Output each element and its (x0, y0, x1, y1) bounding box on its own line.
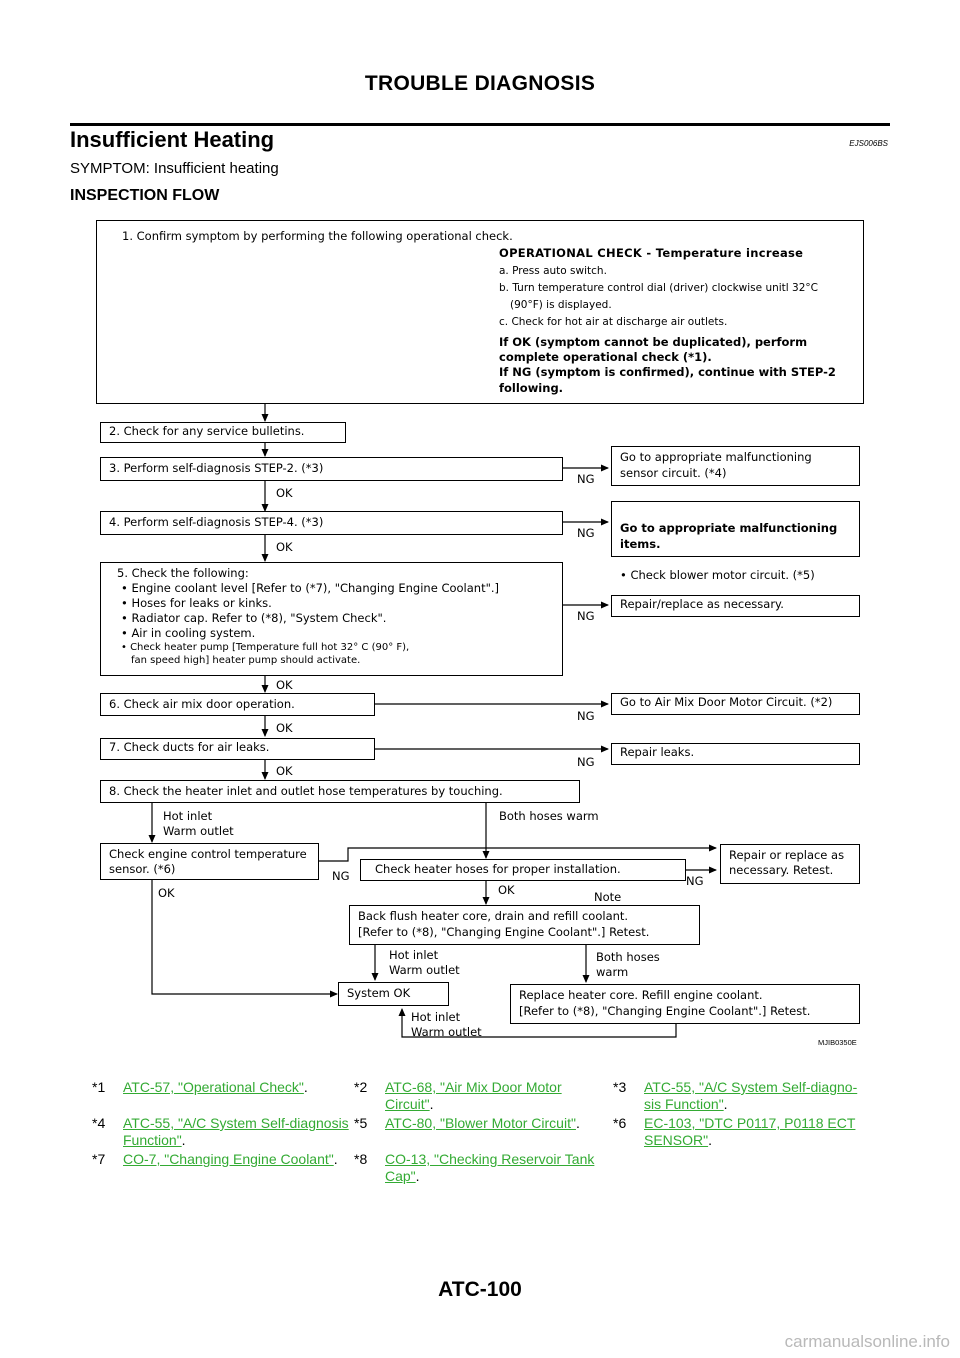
step3-box: 3. Perform self-diagnosis STEP-2. (*3) (100, 457, 563, 481)
ref-7-suffix: . (333, 1151, 338, 1167)
step5-item-heater-pump-cont: fan speed high] heater pump should activate. (131, 654, 361, 666)
ref-7-link[interactable]: CO-7, "Changing Engine Coolant" (123, 1151, 334, 1167)
step4-ng-box (611, 501, 860, 583)
step4-ng-title: Go to appropriate malfunctioning items. (620, 520, 838, 551)
note-label: Note (594, 890, 622, 904)
step3-ok-label: OK (276, 486, 293, 500)
watermark: carmanualsonline.info (784, 1332, 950, 1351)
ref-4-link[interactable]: ATC-55, "A/C System Self-diagnosis (123, 1115, 349, 1131)
ref-3-suffix: . (723, 1096, 728, 1112)
ref-1-num: *1 (92, 1079, 106, 1095)
step6-ng-box: Go to Air Mix Door Motor Circuit. (*2) (611, 693, 860, 715)
sensor-ok-label: OK (158, 886, 175, 900)
ref-2-num: *2 (354, 1079, 368, 1095)
step5-item-heater-pump: • Check heater pump [Temperature full hot 32° C (90° F), (121, 641, 410, 653)
ref-8-suffix: . (415, 1168, 420, 1184)
check-step-a: a. Press auto switch. (499, 265, 607, 277)
ref-2-link[interactable]: ATC-68, "Air Mix Door Motor Circuit" (385, 1079, 562, 1112)
system-ok-box: System OK (338, 982, 449, 1006)
ref-4-link-cont[interactable]: Function" (123, 1132, 182, 1148)
ref-8-num: *8 (354, 1151, 368, 1167)
inspection-flow-diagram (96, 220, 864, 1050)
hoses-ng-label: NG (686, 874, 704, 888)
step4-ng-label: NG (577, 526, 595, 540)
ref-2-suffix: . (429, 1096, 434, 1112)
step4-box: 4. Perform self-diagnosis STEP-4. (*3) (100, 511, 563, 535)
step5-item-radiator-cap: • Radiator cap. Refer to (*8), "System Check". (121, 610, 387, 625)
ref-5-suffix: . (575, 1115, 580, 1131)
step1-title: 1. Confirm symptom by performing the following operational check. (122, 229, 513, 243)
figure-id: MJIB0350E (818, 1038, 857, 1047)
ref-4-suffix: . (181, 1132, 186, 1148)
step7-ng-label: NG (577, 755, 595, 769)
ref-1-link[interactable]: ATC-57, "Operational Check" (123, 1079, 304, 1095)
replace-core-box: Replace heater core. Refill engine coolant. [Refer to (*8), "Changing Engine Coolant".] Retest. (510, 984, 860, 1024)
branch-both-warm-label: Both hoses warm (499, 809, 599, 823)
ref-6-num: *6 (613, 1115, 627, 1131)
step5-item-coolant: • Engine coolant level [Refer to (*7), "Changing Engine Coolant".] (121, 580, 500, 595)
ref-5-num: *5 (354, 1115, 368, 1131)
repair-replace-box: Repair or replace as necessary. Retest. (720, 844, 860, 884)
check-step-b-cont: (90°F) is displayed. (510, 299, 612, 311)
ref-6-suffix: . (708, 1132, 712, 1148)
ref-8-link-cont[interactable]: Cap" (385, 1168, 416, 1184)
ref-3-num: *3 (613, 1079, 627, 1095)
step5-ng-label: NG (577, 609, 595, 623)
hot-inlet-label-3: Hot inlet Warm outlet (411, 1010, 482, 1040)
step4-ng-item: • Check blower motor circuit. (*5) (620, 568, 815, 583)
ref-7-num: *7 (92, 1151, 106, 1167)
header-rule (70, 123, 890, 126)
step4-ok-label: OK (276, 540, 293, 554)
step6-box: 6. Check air mix door operation. (100, 693, 375, 716)
step5-item-air: • Air in cooling system. (121, 625, 256, 640)
ref-4-num: *4 (92, 1115, 106, 1131)
check-result-text: If OK (symptom cannot be duplicated), perform complete operational check (*1). If NG (symptom is confirmed), continue with STEP-2 following. (499, 335, 836, 395)
hoses-ok-label: OK (498, 883, 515, 897)
step6-ng-label: NG (577, 709, 595, 723)
branch-hot-inlet-label: Hot inlet Warm outlet (163, 809, 234, 839)
check-heater-hoses-box: Check heater hoses for proper installation. (360, 859, 686, 881)
operational-check-title: OPERATIONAL CHECK - Temperature increase (499, 246, 804, 260)
section-code: EJS006BS (849, 139, 888, 148)
step3-ng-box: Go to appropriate malfunctioning sensor circuit. (*4) (611, 446, 860, 486)
step5-ok-label: OK (276, 678, 293, 692)
ref-1-suffix: . (303, 1079, 308, 1095)
ref-6-link-cont[interactable]: SENSOR" (644, 1132, 709, 1148)
section-title: Insufficient Heating (70, 127, 275, 152)
ref-8-link[interactable]: CO-13, "Checking Reservoir Tank (385, 1151, 595, 1167)
sensor-ng-label: NG (332, 869, 350, 883)
ref-3-link-cont[interactable]: sis Function" (644, 1096, 724, 1112)
check-sensor-box: Check engine control temperature sensor. (*6) (100, 843, 319, 880)
step2-box: 2. Check for any service bulletins. (100, 422, 346, 443)
arrow-sensor-ok (152, 880, 337, 994)
page-header-title: TROUBLE DIAGNOSIS (364, 72, 596, 95)
step7-box: 7. Check ducts for air leaks. (100, 738, 375, 760)
step5-item-hoses: • Hoses for leaks or kinks. (121, 595, 272, 610)
page-number: ATC-100 (438, 1278, 522, 1301)
step7-ok-label: OK (276, 764, 293, 778)
check-step-b: b. Turn temperature control dial (driver) clockwise unitl 32°C (499, 282, 818, 294)
step5-ng-box: Repair/replace as necessary. (611, 595, 860, 617)
step6-ok-label: OK (276, 721, 293, 735)
step3-ng-label: NG (577, 472, 595, 486)
check-step-c: c. Check for hot air at discharge air outlets. (499, 316, 728, 328)
step1-box (96, 220, 864, 404)
ref-5-link[interactable]: ATC-80, "Blower Motor Circuit" (385, 1115, 576, 1131)
step7-ng-box: Repair leaks. (611, 743, 860, 765)
both-hoses-warm-label-2: Both hoses warm (596, 950, 660, 980)
inspection-flow-heading: INSPECTION FLOW (70, 187, 220, 204)
hot-inlet-label-2: Hot inlet Warm outlet (389, 948, 460, 978)
step8-box: 8. Check the heater inlet and outlet hose temperatures by touching. (100, 780, 580, 803)
ref-6-link[interactable]: EC-103, "DTC P0117, P0118 ECT (644, 1115, 856, 1131)
back-flush-box: Back flush heater core, drain and refill coolant. [Refer to (*8), "Changing Engine Coolant".] Retest. (349, 905, 700, 945)
symptom-line: SYMPTOM: Insufficient heating (70, 160, 279, 177)
step5-box (100, 562, 563, 676)
step5-title: 5. Check the following: (117, 566, 249, 580)
ref-3-link[interactable]: ATC-55, "A/C System Self-diagno- (644, 1079, 858, 1095)
